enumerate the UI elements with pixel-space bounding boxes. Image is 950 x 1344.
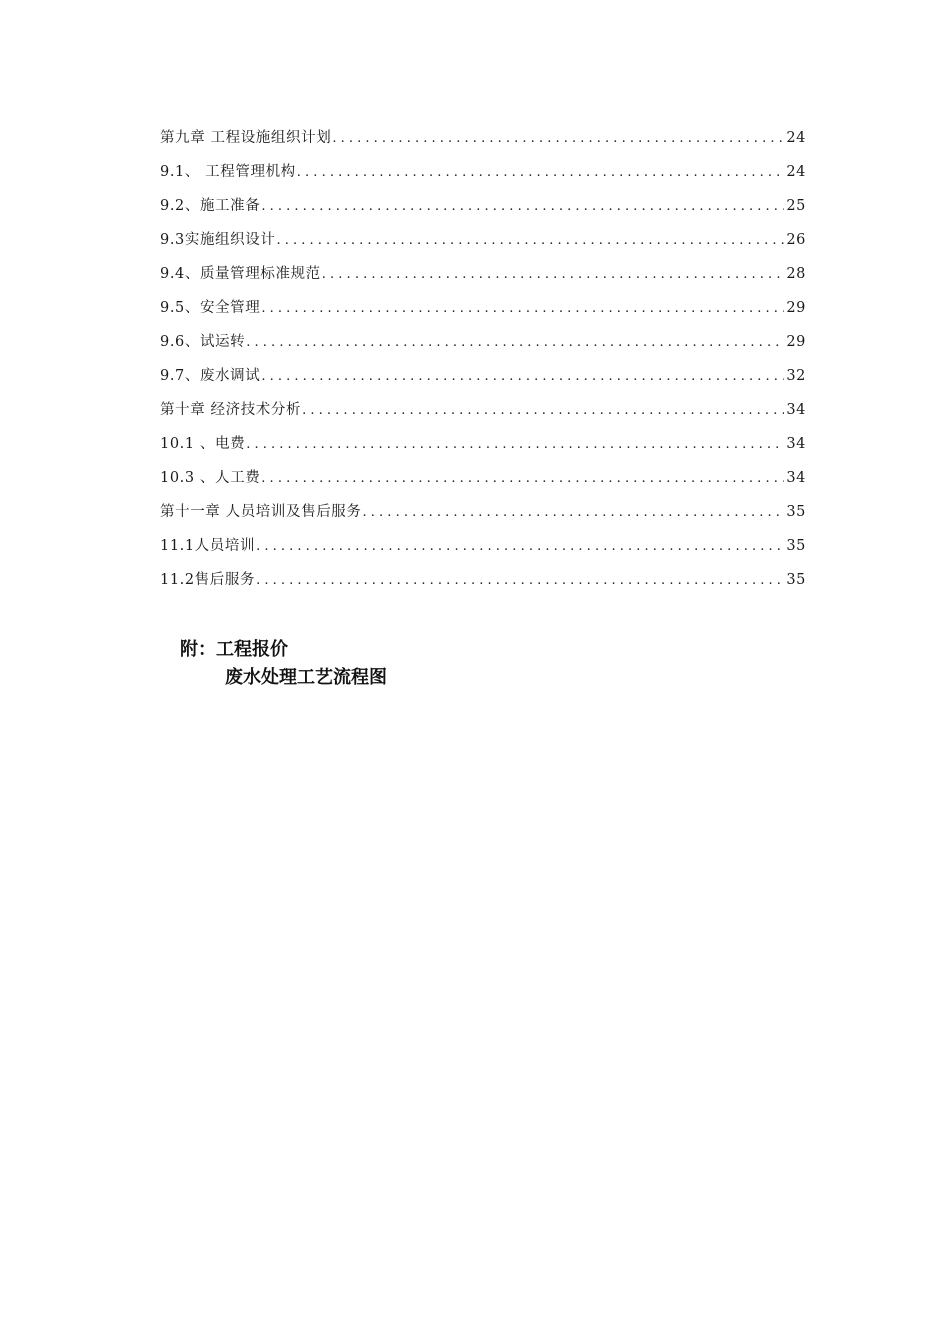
- appendix-block: [180, 636, 387, 692]
- toc-entry-title: 第十一章 人员培训及售后服务: [160, 504, 362, 520]
- toc-entry-page: 32: [786, 368, 806, 384]
- toc-dot-leader: [246, 437, 784, 452]
- toc-entry-page: 34: [786, 470, 806, 486]
- toc-entry-title: 第九章 工程设施组织计划: [160, 130, 332, 146]
- toc-entry[interactable]: [160, 534, 806, 568]
- toc-entry[interactable]: [160, 296, 806, 330]
- toc-entry-page: 35: [786, 572, 806, 588]
- toc-entry-title: 9.1、 工程管理机构: [160, 164, 296, 180]
- toc-entry-page: 34: [786, 402, 806, 418]
- toc-entry[interactable]: [160, 432, 806, 466]
- table-of-contents: [160, 126, 806, 602]
- toc-entry-page: 26: [786, 232, 806, 248]
- toc-dot-leader: [332, 131, 784, 146]
- toc-entry-page: 29: [786, 334, 806, 350]
- toc-entry-title: 9.2、施工准备: [160, 198, 261, 214]
- toc-entry[interactable]: [160, 194, 806, 228]
- toc-entry-page: 35: [786, 504, 806, 520]
- toc-entry-title: 10.3 、人工费: [160, 470, 261, 486]
- toc-entry-title: 10.1 、电费: [160, 436, 246, 452]
- toc-entry-page: 34: [786, 436, 806, 452]
- toc-entry[interactable]: [160, 126, 806, 160]
- toc-entry-title: 9.7、废水调试: [160, 368, 261, 384]
- appendix-heading: 附：工程报价: [180, 639, 288, 660]
- toc-dot-leader: [276, 233, 784, 248]
- toc-dot-leader: [302, 403, 784, 418]
- toc-dot-leader: [261, 199, 784, 214]
- toc-dot-leader: [246, 335, 784, 350]
- appendix-item: 废水处理工艺流程图: [225, 667, 387, 688]
- toc-entry-page: 24: [786, 164, 806, 180]
- toc-entry[interactable]: [160, 500, 806, 534]
- toc-entry[interactable]: [160, 330, 806, 364]
- toc-dot-leader: [256, 539, 784, 554]
- toc-entry-title: 9.3实施组织设计: [160, 232, 276, 248]
- toc-entry-title: 9.4、质量管理标准规范: [160, 266, 321, 282]
- toc-entry-page: 24: [786, 130, 806, 146]
- toc-entry-page: 29: [786, 300, 806, 316]
- toc-dot-leader: [322, 267, 785, 282]
- toc-entry-page: 28: [786, 266, 806, 282]
- toc-entry[interactable]: [160, 228, 806, 262]
- toc-dot-leader: [363, 505, 785, 520]
- toc-entry[interactable]: [160, 398, 806, 432]
- toc-entry[interactable]: [160, 466, 806, 500]
- toc-entry[interactable]: [160, 160, 806, 194]
- toc-entry-page: 25: [786, 198, 806, 214]
- toc-dot-leader: [261, 301, 784, 316]
- toc-dot-leader: [297, 165, 785, 180]
- toc-entry-page: 35: [786, 538, 806, 554]
- toc-entry[interactable]: [160, 262, 806, 296]
- toc-dot-leader: [261, 369, 784, 384]
- toc-entry[interactable]: [160, 364, 806, 398]
- toc-entry-title: 11.2售后服务: [160, 572, 256, 588]
- toc-entry-title: 9.6、试运转: [160, 334, 246, 350]
- toc-dot-leader: [256, 573, 784, 588]
- toc-entry-title: 第十章 经济技术分析: [160, 402, 302, 418]
- toc-entry-title: 11.1人员培训: [160, 538, 256, 554]
- toc-dot-leader: [261, 471, 784, 486]
- toc-entry-title: 9.5、安全管理: [160, 300, 261, 316]
- toc-entry[interactable]: [160, 568, 806, 602]
